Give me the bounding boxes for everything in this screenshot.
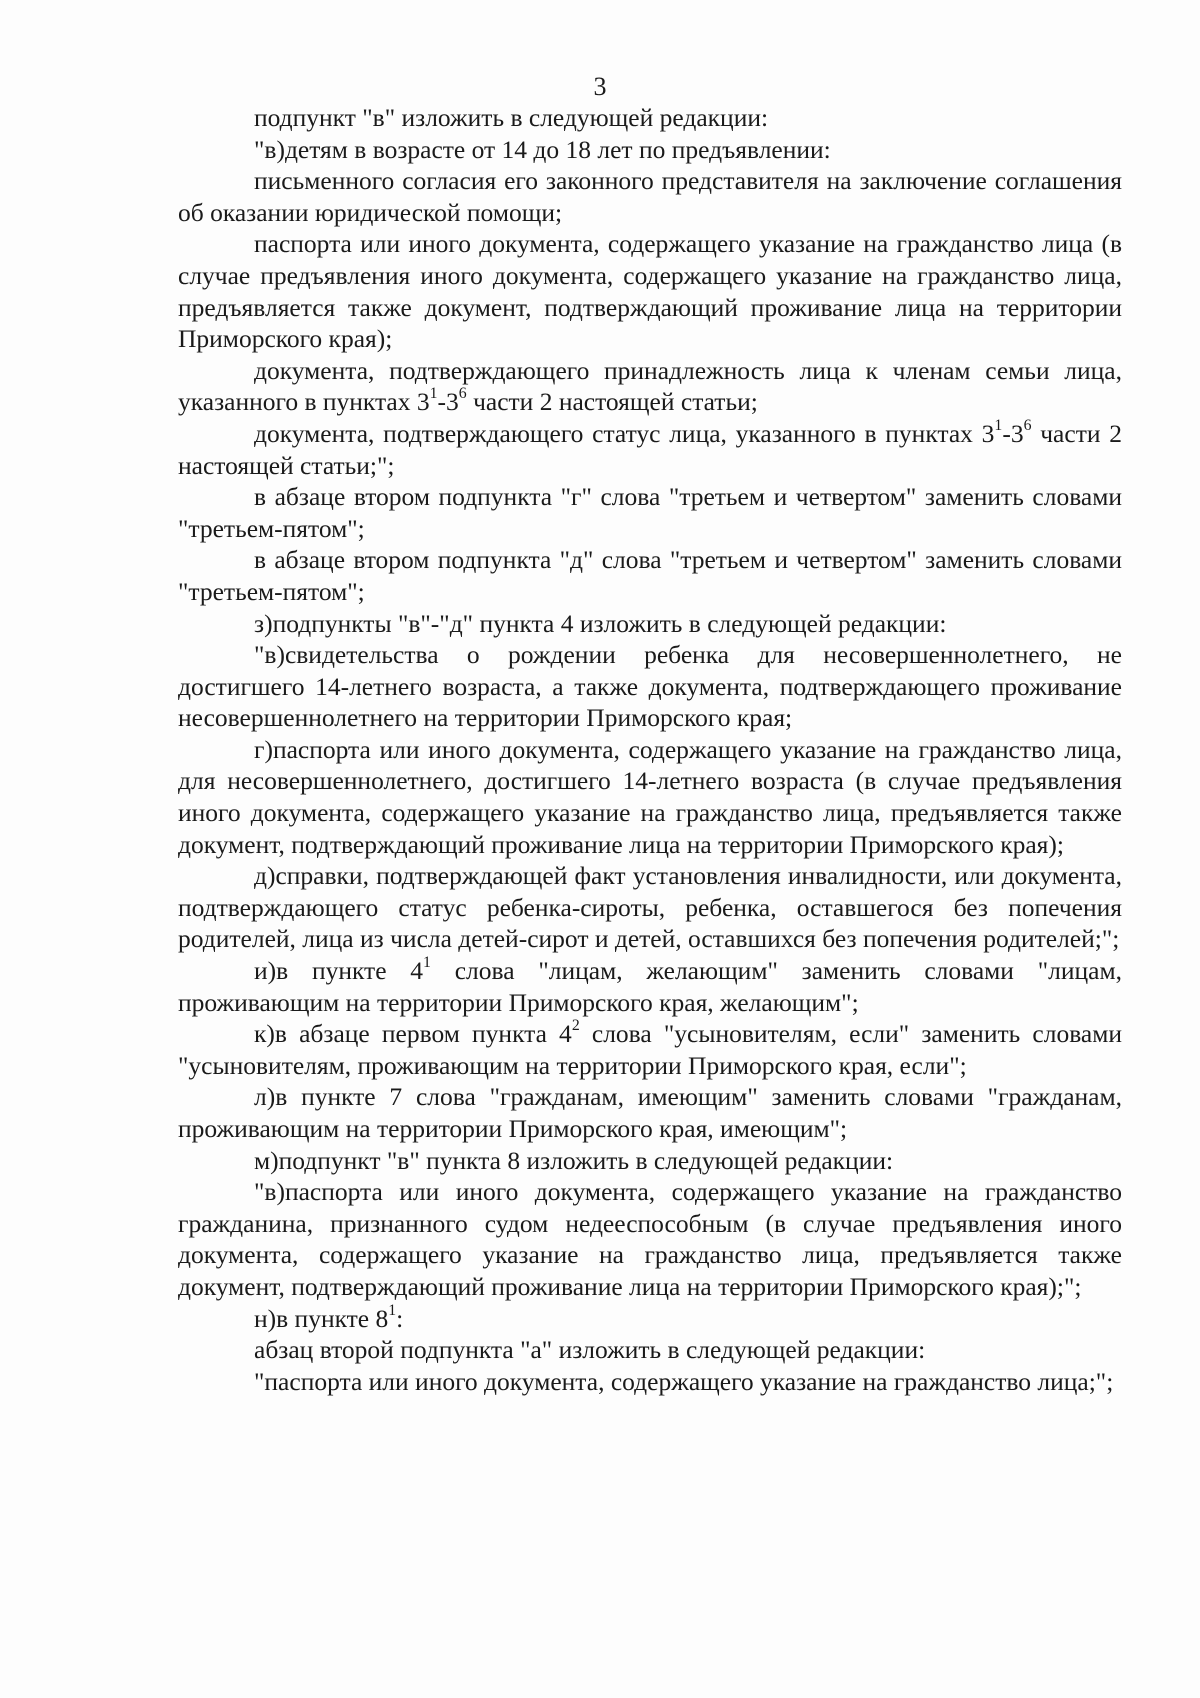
paragraph: в абзаце втором подпункта "г" слова "третьем и четвертом" заменить словами "третьем-пятом";	[178, 482, 1122, 543]
paragraph: документа, подтверждающего принадлежность лица к членам семьи лица, указанного в пунктах $3^1-3^6$ части 2 настоящей статьи;	[178, 355, 1122, 417]
paragraph: л)в пункте 7 слова "гражданам, имеющим" заменить словами "гражданам, проживающим на территории Приморского края, имеющим";	[178, 1082, 1122, 1143]
paragraph: письменного согласия его законного представителя на заключение соглашения об оказании юридической помощи;	[178, 166, 1122, 227]
paragraph: документа, подтверждающего статус лица, указанного в пунктах $3^1-3^6$ части 2 настоящей статьи;";	[178, 417, 1122, 480]
paragraph: д)справки, подтверждающей факт установления инвалидности, или документа, подтверждающего статус ребенка-сироты, ребенка, оставшегося без попечения родителей, лица из числа детей-сирот и детей, оставшихся без попечения родителей;";	[178, 861, 1122, 954]
paragraph: подпункт "в" изложить в следующей редакции:	[254, 103, 769, 132]
paragraph: в абзаце втором подпункта "д" слова "третьем и четвертом" заменить словами "третьем-пятом";	[178, 545, 1122, 606]
paragraph: г)паспорта или иного документа, содержащего указание на гражданство лица, для несовершеннолетнего, достигшего 14-летнего возраста (в случае предъявления иного документа, содержащего указание на гражданство лица, предъявляется также документ, подтверждающий проживание лица на территории Приморского края);	[178, 734, 1122, 859]
paragraph: з)подпункты "в"-"д" пункта 4 изложить в следующей редакции:	[254, 608, 947, 638]
paragraph: н)в пункте $8^1$:	[254, 1301, 404, 1333]
paragraph: м)подпункт "в" пункта 8 изложить в следующей редакции:	[254, 1145, 894, 1175]
paragraph: и)в пункте $4^1$ слова "лицам, желающим" заменить словами "лицам, проживающим на территории Приморского края, желающим";	[178, 954, 1122, 1017]
page-number: 3	[593, 72, 607, 101]
paragraph: к)в абзаце первом пункта $4^2$ слова "усыновителям, если" заменить словами "усыновителям, проживающим на территории Приморского края, если";	[178, 1017, 1123, 1080]
paragraph: "в)паспорта или иного документа, содержащего указание на гражданство гражданина, признанного судом недееспособным (в случае предъявления иного документа, содержащего указание на гражданство лица, предъявляется также документ, подтверждающий проживание лица на территории Приморского края);";	[178, 1177, 1122, 1301]
document-body	[178, 102, 1122, 1397]
paragraph: "в)детям в возрасте от 14 до 18 лет по предъявлении:	[254, 134, 831, 164]
paragraph: абзац второй подпункта "а" изложить в следующей редакции:	[254, 1335, 926, 1365]
paragraph: паспорта или иного документа, содержащего указание на гражданство лица (в случае предъявления иного документа, содержащего указание на гражданство лица, предъявляется также документ, подтверждающий проживание лица на территории Приморского края);	[178, 229, 1122, 354]
paragraph: "в)свидетельства о рождении ребенка для несовершеннолетнего, не достигшего 14-летнего возраста, а также документа, подтверждающего проживание несовершеннолетнего на территории Приморского края;	[178, 640, 1122, 733]
paragraph: "паспорта или иного документа, содержащего указание на гражданство лица;";	[254, 1366, 1114, 1396]
